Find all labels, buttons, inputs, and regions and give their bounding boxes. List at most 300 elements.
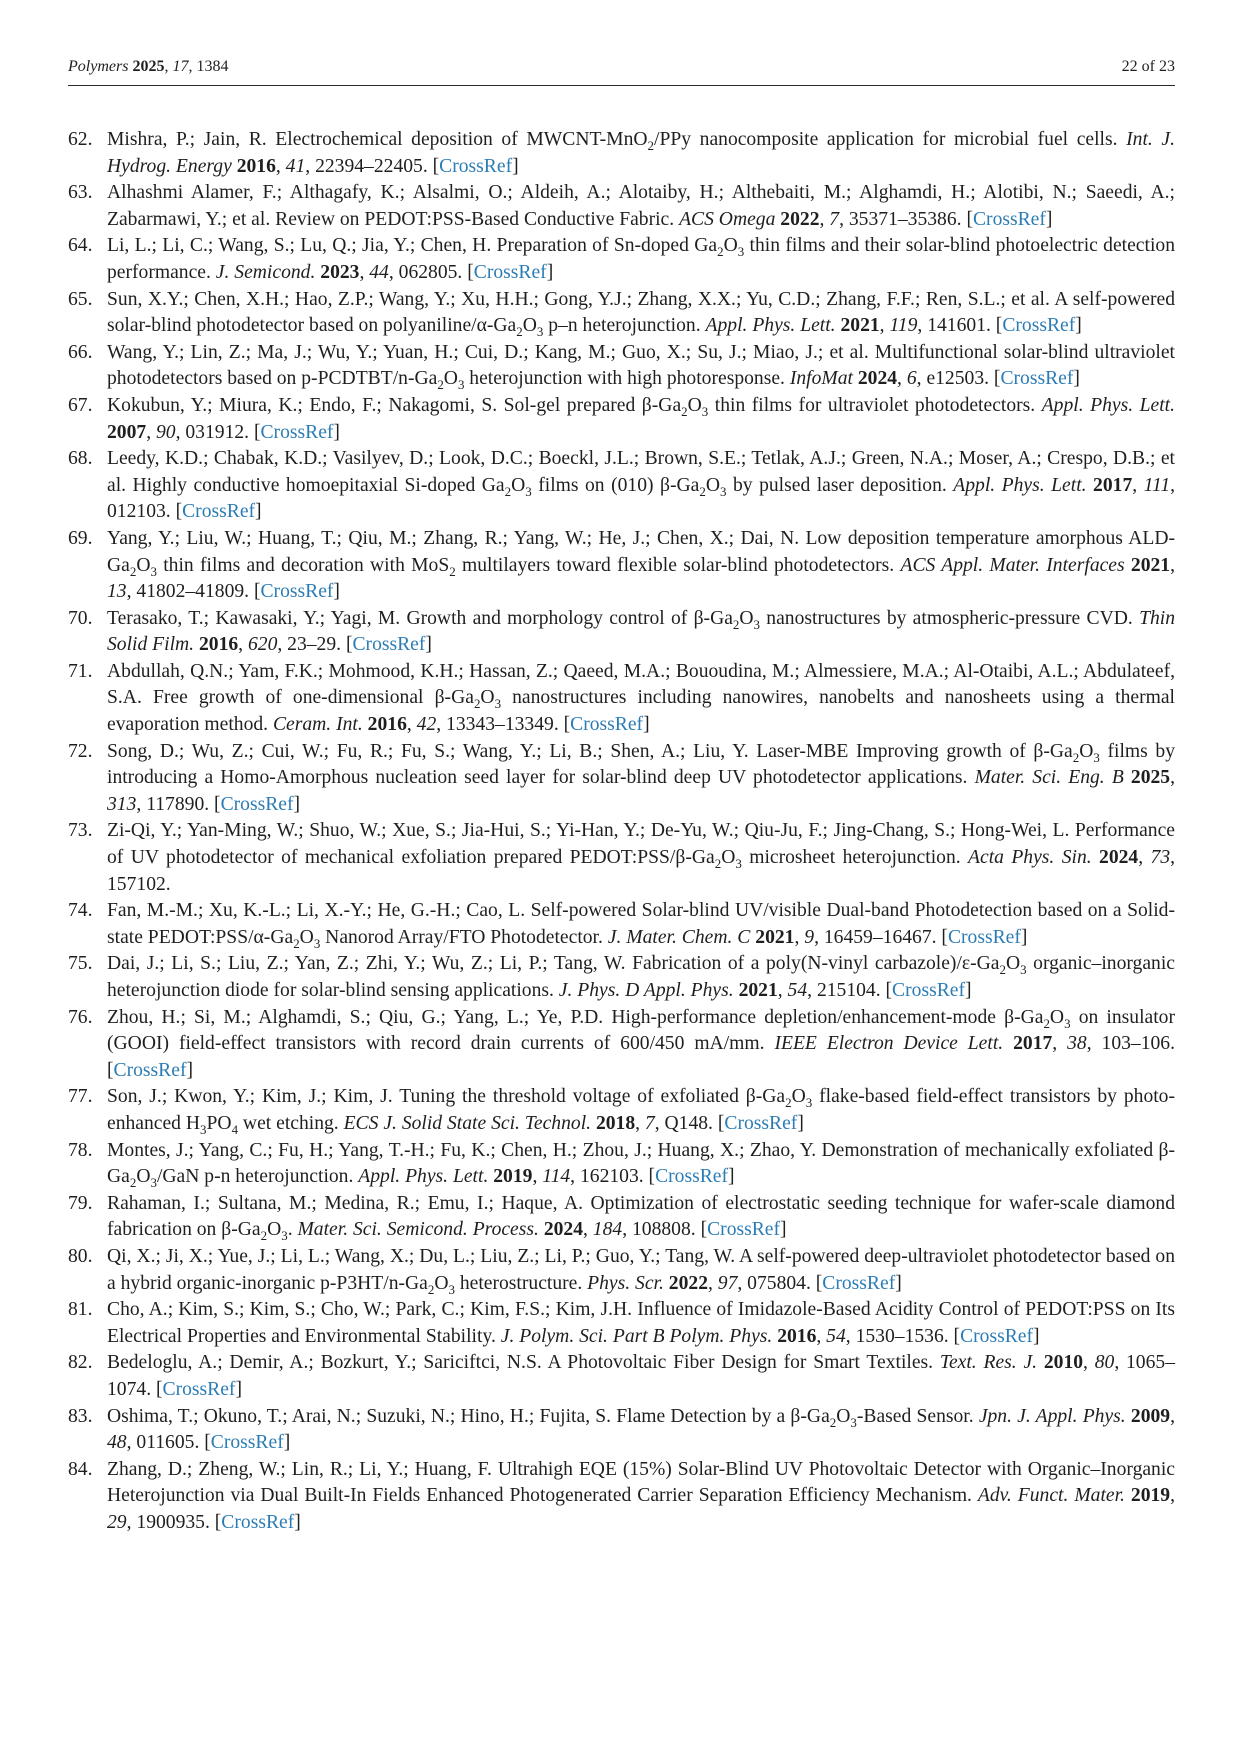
reference-text <box>107 1457 1175 1537</box>
crossref-link[interactable]: CrossRef <box>960 1325 1033 1347</box>
reference-text <box>107 1138 1175 1191</box>
plain-text: thin films and decoration with MoS <box>156 554 450 576</box>
plain-text: ] <box>1073 368 1080 390</box>
reference-text <box>107 340 1175 393</box>
plain-text: , <box>777 980 788 1001</box>
bold-text: 2022 <box>780 208 820 230</box>
reference-number: 66. <box>68 341 93 363</box>
subscript-text: 2 <box>699 483 706 499</box>
plain-text: O <box>739 607 754 629</box>
reference-item <box>68 818 1175 898</box>
plain-text: O <box>705 474 721 496</box>
reference-item <box>68 446 1175 526</box>
reference-number: 69. <box>68 527 93 549</box>
plain-text: , 012103. [ <box>107 474 1176 523</box>
subscript-text: 3 <box>448 1281 455 1297</box>
subscript-text: 2 <box>829 1414 837 1430</box>
crossref-link[interactable]: CrossRef <box>210 1432 284 1454</box>
subscript-text: 3 <box>313 935 321 951</box>
subscript-text: 2 <box>1072 749 1080 765</box>
subscript-text: 2 <box>473 696 481 712</box>
plain-text: , 1900935. [ <box>126 1511 222 1533</box>
plain-text: , 162103. [ <box>570 1166 656 1188</box>
bold-text: 2025 <box>1130 767 1171 789</box>
plain-text: O <box>443 368 458 390</box>
plain-text: ] <box>1045 208 1053 230</box>
crossref-link[interactable]: CrossRef <box>892 980 965 1001</box>
subscript-text: 4 <box>231 1121 239 1137</box>
italic-text: 44 <box>369 261 389 283</box>
reference-text <box>107 393 1175 446</box>
plain-text: flake-based field-effect transistors by photo-enhanced H <box>107 1086 1176 1134</box>
subscript-text: 2 <box>129 563 137 579</box>
plain-text: , 011605. [ <box>126 1432 211 1454</box>
plain-text: , 1065–1074. [ <box>107 1352 1175 1400</box>
italic-text: 42 <box>416 714 437 736</box>
reference-text <box>107 1005 1175 1085</box>
crossref-link[interactable]: CrossRef <box>220 793 294 815</box>
italic-text: 29 <box>107 1511 127 1533</box>
reference-item <box>68 1350 1175 1403</box>
reference-item <box>68 1244 1175 1297</box>
plain-text: ] <box>728 1166 735 1188</box>
bold-text: 2009 <box>1130 1405 1171 1427</box>
reference-item <box>68 1457 1175 1537</box>
plain-text: , 41802–41809. [ <box>126 581 261 603</box>
italic-text: 7 <box>829 208 840 230</box>
italic-text: 119 <box>889 315 918 337</box>
reference-text <box>107 1350 1175 1403</box>
reference-number: 63. <box>68 182 93 204</box>
bold-text: 2024 <box>543 1219 583 1241</box>
plain-text: films by introducing a Homo-Amorphous nucleation seed layer for solar-blind deep UV photodetector applications. <box>107 740 1175 789</box>
plain-text: , Q148. [ <box>654 1112 725 1134</box>
plain-text: Leedy, K.D.; Chabak, K.D.; Vasilyev, D.; Look, D.C.; Boeckl, J.L.; Brown, S.E.; Tetlak, A.J.; Green, N.A.; Moser, A.; Crespo, D.B.; et al. Highly conductive homoepitaxial Si-doped Ga <box>107 448 1175 496</box>
plain-text: , 103–106. [ <box>107 1033 1176 1081</box>
plain-text: Dai, J.; Li, S.; Liu, Z.; Yan, Z.; Zhi, Y.; Wu, Z.; Li, P.; Tang, W. Fabrication of a poly(N-vinyl carbazole)/ε-Ga <box>107 953 1000 975</box>
crossref-link[interactable]: CrossRef <box>439 155 513 177</box>
reference-item <box>68 606 1175 659</box>
plain-text: films on (010) β-Ga <box>531 474 700 496</box>
crossref-link[interactable]: CrossRef <box>570 714 644 736</box>
plain-text: multilayers toward flexible solar-blind photodetectors. <box>455 554 901 576</box>
reference-item <box>68 898 1175 951</box>
reference-item <box>68 127 1175 180</box>
italic-text: ACS Appl. Mater. Interfaces <box>900 554 1131 576</box>
italic-text: 6 <box>906 368 917 390</box>
plain-text: , <box>897 368 907 390</box>
reference-number: 77. <box>68 1086 93 1108</box>
reference-item <box>68 287 1175 340</box>
italic-text: 620 <box>247 634 278 656</box>
italic-text: 97 <box>717 1272 738 1294</box>
plain-text: ] <box>294 1511 301 1533</box>
plain-text: organic–inorganic heterojunction diode for solar-blind sensing applications. <box>107 953 1175 1001</box>
crossref-link[interactable]: CrossRef <box>822 1272 896 1294</box>
italic-text: 17 <box>172 58 189 75</box>
italic-text: IEEE Electron Device Lett. <box>774 1033 1014 1055</box>
reference-number: 84. <box>68 1458 93 1480</box>
plain-text: O <box>267 1219 282 1241</box>
italic-text: 313 <box>107 793 137 815</box>
plain-text: ] <box>333 581 340 603</box>
reference-number: 76. <box>68 1006 93 1028</box>
plain-text: p–n heterojunction. <box>543 315 706 337</box>
plain-text: , 108808. [ <box>622 1219 708 1241</box>
bold-text: 2016 <box>198 634 239 656</box>
italic-text: Jpn. J. Appl. Phys. <box>978 1405 1131 1427</box>
italic-text: ACS Omega <box>679 208 781 230</box>
plain-text: , <box>816 1325 827 1347</box>
reference-item <box>68 1297 1175 1350</box>
plain-text: , 117890. [ <box>136 793 221 815</box>
plain-text: ] <box>333 421 340 443</box>
plain-text: , 1384 <box>188 58 229 75</box>
plain-text: Wang, Y.; Lin, Z.; Ma, J.; Wu, Y.; Yuan, H.; Cui, D.; Kang, M.; Guo, X.; Su, J.; Miao, J.; et al. Multifunctional solar-blind ultraviolet photodetectors based on p-PCDTBT/n-Ga <box>107 341 1175 390</box>
plain-text: Yang, Y.; Liu, W.; Huang, T.; Qiu, M.; Zhang, R.; Yang, W.; He, J.; Chen, X.; Dai, N. Low deposition temperature amorphous ALD-Ga <box>107 527 1175 576</box>
plain-text: ] <box>255 501 262 523</box>
plain-text: , <box>707 1272 718 1294</box>
italic-text: 13 <box>107 581 127 603</box>
plain-text: heterostructure. <box>454 1272 588 1294</box>
plain-text: Terasako, T.; Kawasaki, Y.; Yagi, M. Growth and morphology control of β-Ga <box>107 607 733 629</box>
subscript-text: 3 <box>1093 749 1100 765</box>
plain-text: , <box>1132 474 1144 496</box>
reference-text <box>107 739 1175 819</box>
plain-text: , <box>583 1219 593 1241</box>
plain-text: /GaN p-n heterojunction. <box>156 1166 359 1188</box>
crossref-link[interactable]: CrossRef <box>182 501 256 523</box>
plain-text: , <box>1170 767 1175 789</box>
italic-text: 54 <box>826 1325 846 1347</box>
reference-item <box>68 1404 1175 1457</box>
bold-text: 2025 <box>132 58 165 75</box>
bold-text: 2007 <box>107 421 147 443</box>
plain-text: PO <box>206 1112 232 1134</box>
header-divider <box>68 85 1175 86</box>
plain-text: , <box>794 926 805 948</box>
plain-text: , <box>819 208 830 230</box>
crossref-link[interactable]: CrossRef <box>162 1378 236 1400</box>
reference-item <box>68 1005 1175 1085</box>
reference-number: 73. <box>68 820 93 842</box>
crossref-link[interactable]: CrossRef <box>1002 315 1076 337</box>
reference-number: 72. <box>68 740 93 762</box>
bold-text: 2021 <box>840 315 880 337</box>
plain-text: , 215104. [ <box>807 980 893 1001</box>
italic-text: J. Phys. D Appl. Phys. <box>558 980 739 1001</box>
reference-text <box>107 287 1175 340</box>
reference-number: 83. <box>68 1405 93 1427</box>
reference-number: 81. <box>68 1299 93 1321</box>
bold-text: 2016 <box>777 1325 817 1347</box>
reference-text <box>107 951 1175 1004</box>
plain-text: Sun, X.Y.; Chen, X.H.; Hao, Z.P.; Wang, Y.; Xu, H.H.; Gong, Y.J.; Zhang, X.X.; Yu, C.D.; Zhang, F.F.; Ren, S.L.; et al. A self-powered solar-blind photodetector based on polyaniline/α-Ga <box>107 288 1175 337</box>
plain-text: O <box>687 394 702 416</box>
italic-text: Appl. Phys. Lett. <box>705 315 841 337</box>
references-list <box>68 127 1175 1536</box>
subscript-text: 2 <box>714 855 722 871</box>
reference-text <box>107 127 1175 180</box>
subscript-text: 2 <box>437 377 444 393</box>
plain-text: Zhou, H.; Si, M.; Alghamdi, S.; Qiu, G.; Yang, L.; Ye, P.D. High-performance depletion/enhancement-mode β-Ga <box>107 1006 1044 1028</box>
plain-text: Montes, J.; Yang, C.; Fu, H.; Yang, T.-H.; Fu, K.; Chen, H.; Zhou, J.; Huang, X.; Zhao, Y. Demonstration of mechanically exfoliated β-Ga <box>107 1139 1175 1188</box>
plain-text: ] <box>546 261 554 283</box>
plain-text: , 13343–13349. [ <box>436 714 571 736</box>
crossref-link[interactable]: CrossRef <box>260 581 334 603</box>
plain-text: Son, J.; Kwon, Y.; Kim, J.; Kim, J. Tuning the threshold voltage of exfoliated β-Ga <box>107 1086 786 1108</box>
subscript-text: 2 <box>260 1228 268 1244</box>
subscript-text: 3 <box>720 483 727 499</box>
bold-text: 2021 <box>755 926 795 948</box>
plain-text: ] <box>1033 1325 1040 1347</box>
crossref-link[interactable]: CrossRef <box>260 421 334 443</box>
subscript-text: 2 <box>647 137 655 153</box>
plain-text: -Based Sensor. <box>856 1405 979 1427</box>
plain-text: , <box>1170 554 1175 576</box>
reference-text <box>107 180 1175 233</box>
italic-text: Phys. Scr. <box>587 1272 669 1294</box>
plain-text: , 141601. [ <box>917 315 1003 337</box>
crossref-link[interactable]: CrossRef <box>473 261 547 283</box>
plain-text: O <box>522 315 537 337</box>
bold-text: 2017 <box>1013 1033 1053 1055</box>
reference-text <box>107 1084 1175 1137</box>
subscript-text: 3 <box>805 1095 813 1111</box>
plain-text: , <box>1052 1033 1068 1055</box>
italic-text: Appl. Phys. Lett. <box>953 474 1094 496</box>
reference-text <box>107 606 1175 659</box>
plain-text: O <box>299 926 314 948</box>
plain-text: , <box>406 714 417 736</box>
italic-text: 48 <box>107 1432 127 1454</box>
subscript-text: 2 <box>717 244 724 260</box>
plain-text: O <box>480 687 495 709</box>
plain-text: ] <box>512 155 519 177</box>
plain-text: O <box>723 235 738 257</box>
crossref-link[interactable]: CrossRef <box>707 1219 781 1241</box>
crossref-link[interactable]: CrossRef <box>221 1511 295 1533</box>
plain-text: nanostructures including nanowires, nanobelts and nanosheets using a thermal evaporation method. <box>107 687 1175 736</box>
reference-text <box>107 1404 1175 1457</box>
plain-text: , <box>275 155 286 177</box>
reference-item <box>68 951 1175 1004</box>
plain-text: , e12503. [ <box>916 368 1001 390</box>
italic-text: Mater. Sci. Semicond. Process. <box>297 1219 544 1241</box>
reference-number: 71. <box>68 660 93 682</box>
italic-text: 90 <box>155 421 176 443</box>
subscript-text: 3 <box>737 244 745 260</box>
reference-number: 70. <box>68 607 93 629</box>
italic-text: Adv. Funct. Mater. <box>977 1485 1131 1507</box>
italic-text: Mater. Sci. Eng. B <box>974 767 1131 789</box>
plain-text: ] <box>283 1432 291 1454</box>
italic-text: Polymers <box>68 58 133 75</box>
subscript-text: 2 <box>1043 1015 1050 1031</box>
reference-text <box>107 818 1175 898</box>
plain-text: Oshima, T.; Okuno, T.; Arai, N.; Suzuki, N.; Hino, H.; Fujita, S. Flame Detection by a β-Ga <box>107 1405 830 1427</box>
reference-item <box>68 1191 1175 1244</box>
italic-text: ECS J. Solid State Sci. Technol. <box>343 1112 596 1134</box>
plain-text: Qi, X.; Ji, X.; Yue, J.; Li, L.; Wang, X.; Du, L.; Liu, Z.; Li, P.; Guo, Y.; Tang, W. A self-powered deep-ultraviolet photodetector based on a hybrid organic-inorganic p-P3HT/n-Ga <box>107 1245 1175 1294</box>
italic-text: Appl. Phys. Lett. <box>1041 394 1175 416</box>
italic-text: J. Mater. Chem. C <box>607 926 756 948</box>
italic-text: 7 <box>644 1112 655 1134</box>
reference-text <box>107 446 1175 526</box>
crossref-link[interactable]: CrossRef <box>724 1112 798 1134</box>
reference-number: 64. <box>68 235 93 257</box>
subscript-text: 3 <box>753 616 761 632</box>
bold-text: 2018 <box>595 1112 636 1134</box>
plain-text: Song, D.; Wu, Z.; Cui, W.; Fu, R.; Fu, S.; Wang, Y.; Li, B.; Shen, A.; Liu, Y. Laser-MBE Improving growth of β-Ga <box>107 740 1073 762</box>
plain-text: Mishra, P.; Jain, R. Electrochemical deposition of MWCNT-MnO <box>107 129 648 150</box>
plain-text: , 157102. <box>107 847 1176 895</box>
plain-text: Nanorod Array/FTO Photodetector. <box>320 926 608 948</box>
subscript-text: 3 <box>150 1175 157 1191</box>
plain-text: Fan, M.-M.; Xu, K.-L.; Li, X.-Y.; He, G.-H.; Cao, L. Self-powered Solar-blind UV/visible Dual-band Photodetection based on a Solid-state PEDOT:PSS/α-Ga <box>107 900 1175 948</box>
plain-text: Zi-Qi, Y.; Yan-Ming, W.; Shuo, W.; Xue, S.; Jia-Hui, S.; Yi-Han, Y.; De-Yu, W.; Qiu-Ju, F.; Jing-Chang, S.; Hong-Wei, L. Performance of UV photodetector of mechanical exfoliation prepared PEDOT:PSS/β-Ga <box>107 820 1175 869</box>
subscript-text: 2 <box>999 962 1006 978</box>
italic-text: Ceram. Int. <box>272 714 368 736</box>
plain-text: , <box>1170 1405 1175 1427</box>
plain-text: O <box>791 1086 806 1108</box>
plain-text: ] <box>797 1112 804 1134</box>
italic-text: 54 <box>787 980 808 1001</box>
plain-text: , 062805. [ <box>388 261 474 283</box>
reference-item <box>68 180 1175 233</box>
italic-text: Text. Res. J. <box>939 1352 1044 1374</box>
plain-text: ] <box>235 1378 242 1400</box>
plain-text: O <box>1005 953 1021 975</box>
plain-text: Alhashmi Alamer, F.; Althagafy, K.; Alsalmi, O.; Aldeih, A.; Alotaiby, H.; Althebaiti, M.; Alghamdi, H.; Alotibi, N.; Saeedi, A.; Zabarmawi, Y.; et al. Review on PEDOT:PSS-Based Conductive Fabric. <box>107 182 1175 230</box>
italic-text: 38 <box>1067 1033 1087 1055</box>
subscript-text: 3 <box>536 324 544 340</box>
reference-text <box>107 1191 1175 1244</box>
italic-text: J. Semicond. <box>215 261 321 283</box>
reference-item <box>68 393 1175 446</box>
reference-number: 79. <box>68 1192 93 1214</box>
subscript-text: 2 <box>293 935 300 951</box>
plain-text: O <box>1079 740 1094 762</box>
plain-text: ] <box>186 1059 193 1081</box>
plain-text: O <box>511 474 526 496</box>
subscript-text: 3 <box>850 1414 857 1430</box>
plain-text: wet etching. <box>238 1112 344 1134</box>
subscript-text: 2 <box>785 1095 792 1111</box>
crossref-link[interactable]: CrossRef <box>947 926 1021 948</box>
plain-text: O <box>721 847 736 869</box>
subscript-text: 2 <box>449 563 456 579</box>
italic-text: 9 <box>804 926 815 948</box>
plain-text: Zhang, D.; Zheng, W.; Lin, R.; Li, Y.; Huang, F. Ultrahigh EQE (15%) Solar-Blind UV Photovoltaic Detector with Organic–Inorganic Heterojunction via Dual Built-In Fields Enhanced Photogenerated Carrier Separation Efficiency Mechanism. <box>107 1458 1175 1507</box>
subscript-text: 3 <box>281 1228 288 1244</box>
italic-text: Acta Phys. Sin. <box>968 847 1100 869</box>
italic-text: 41 <box>285 155 306 177</box>
reference-text <box>107 1297 1175 1350</box>
plain-text: Kokubun, Y.; Miura, K.; Endo, F.; Nakagomi, S. Sol-gel prepared β-Ga <box>107 394 682 416</box>
bold-text: 2016 <box>236 155 276 177</box>
italic-text: InfoMat <box>789 368 858 390</box>
plain-text: nanostructures by atmospheric-pressure CVD. <box>760 607 1140 629</box>
plain-text: , <box>1083 1352 1095 1374</box>
plain-text: thin films for ultraviolet photodetectors. <box>708 394 1042 416</box>
bold-text: 2019 <box>493 1166 533 1188</box>
plain-text: , 1530–1536. [ <box>845 1325 961 1347</box>
italic-text: Int. J. Hydrog. Energy <box>107 129 1175 177</box>
bold-text: 2021 <box>738 980 778 1001</box>
plain-text: , 22394–22405. [ <box>305 155 440 177</box>
subscript-text: 3 <box>457 377 465 393</box>
plain-text: O <box>1049 1006 1065 1028</box>
crossref-link[interactable]: CrossRef <box>972 208 1046 230</box>
reference-number: 82. <box>68 1352 93 1374</box>
subscript-text: 3 <box>525 483 532 499</box>
bold-text: 2024 <box>857 368 898 390</box>
plain-text: Cho, A.; Kim, S.; Kim, S.; Cho, W.; Park, C.; Kim, F.S.; Kim, J.H. Influence of Imidazole-Based Acidity Control of PEDOT:PSS on Its Electrical Properties and Environmental Stability. <box>107 1299 1175 1347</box>
plain-text: O <box>136 554 151 576</box>
reference-item <box>68 1084 1175 1137</box>
italic-text: Thin Solid Film. <box>107 607 1175 656</box>
plain-text: , <box>1138 847 1151 869</box>
plain-text: ] <box>964 980 972 1001</box>
bold-text: 2021 <box>1130 554 1171 576</box>
plain-text: ] <box>895 1272 902 1294</box>
bold-text: 2010 <box>1043 1352 1084 1374</box>
italic-text: 111 <box>1143 474 1171 496</box>
plain-text: by pulsed laser deposition. <box>726 474 954 496</box>
italic-text: 80 <box>1094 1352 1115 1374</box>
reference-number: 62. <box>68 129 93 150</box>
page-header <box>68 58 1175 76</box>
crossref-link[interactable]: CrossRef <box>655 1166 729 1188</box>
subscript-text: 3 <box>150 563 157 579</box>
reference-text <box>107 233 1175 286</box>
reference-number: 80. <box>68 1245 93 1267</box>
plain-text: ] <box>643 714 650 736</box>
plain-text: , <box>359 261 370 283</box>
reference-number: 67. <box>68 394 93 416</box>
plain-text: , 16459–16467. [ <box>814 926 948 948</box>
reference-item <box>68 659 1175 739</box>
crossref-link[interactable]: CrossRef <box>352 634 426 656</box>
crossref-link[interactable]: CrossRef <box>1000 368 1074 390</box>
plain-text: ] <box>1075 315 1082 337</box>
subscript-text: 2 <box>732 616 740 632</box>
subscript-text: 2 <box>129 1175 137 1191</box>
reference-item <box>68 739 1175 819</box>
subscript-text: 3 <box>200 1121 207 1137</box>
italic-text: 73 <box>1150 847 1171 869</box>
plain-text: , <box>1170 1485 1175 1507</box>
plain-text: on insulator (GOOI) field-effect transistors with record drain currents of 600/450 mA/mm. <box>107 1006 1175 1055</box>
subscript-text: 2 <box>427 1281 435 1297</box>
plain-text: O <box>136 1166 151 1188</box>
plain-text: . <box>287 1219 298 1241</box>
plain-text: Li, L.; Li, C.; Wang, S.; Lu, Q.; Jia, Y.; Chen, H. Preparation of Sn-doped Ga <box>107 235 718 257</box>
reference-text <box>107 526 1175 606</box>
bold-text: 2017 <box>1093 474 1133 496</box>
reference-number: 65. <box>68 288 93 310</box>
plain-text: ] <box>780 1219 787 1241</box>
subscript-text: 2 <box>516 324 523 340</box>
crossref-link[interactable]: CrossRef <box>113 1059 187 1081</box>
plain-text: , 35371–35386. [ <box>839 208 973 230</box>
bold-text: 2019 <box>1130 1485 1171 1507</box>
reference-text <box>107 659 1175 739</box>
bold-text: 2022 <box>668 1272 708 1294</box>
plain-text: Rahaman, I.; Sultana, M.; Medina, R.; Emu, I.; Haque, A. Optimization of electrostatic seeding technique for wafer-scale diamond fabrication on β-Ga <box>107 1192 1175 1241</box>
subscript-text: 2 <box>504 483 512 499</box>
